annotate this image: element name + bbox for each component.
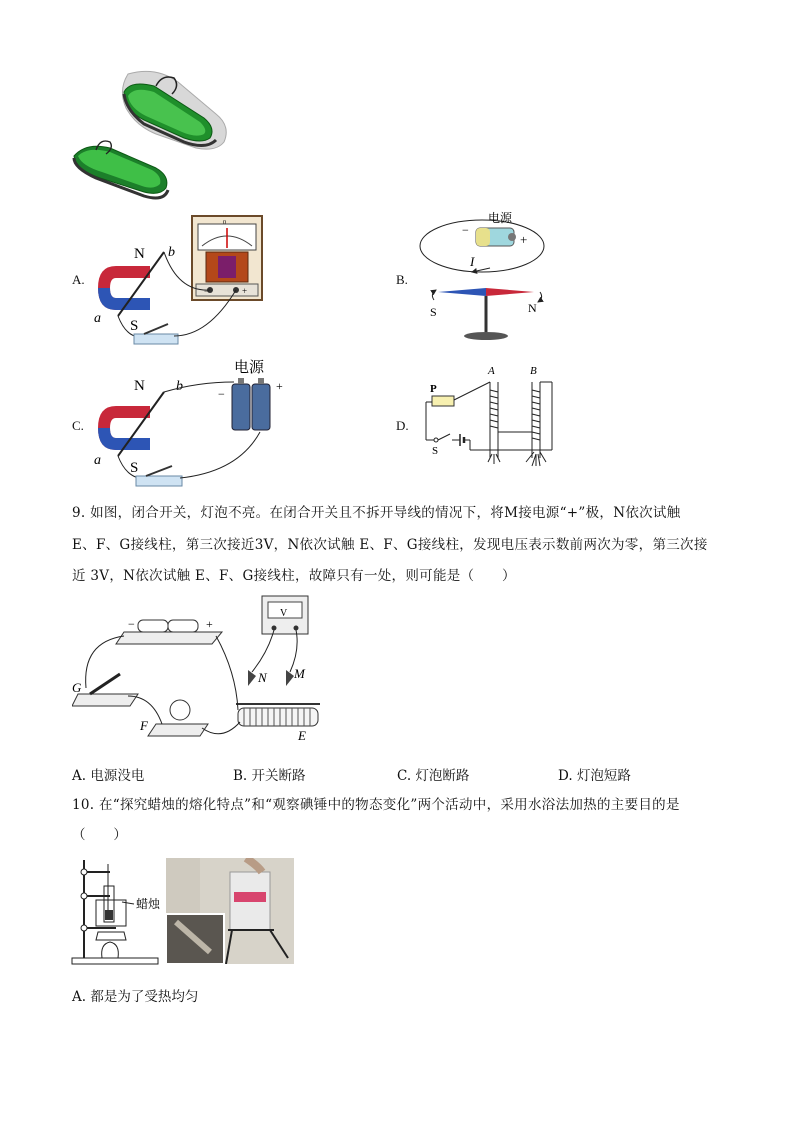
option-a-figure — [88, 212, 268, 352]
south-label: S — [130, 318, 139, 334]
q10-candle-apparatus-figure — [70, 856, 170, 968]
wire-a-label: a — [94, 453, 101, 468]
north-label: N — [134, 246, 145, 262]
battery-minus: − — [218, 387, 225, 401]
meter-plus-label: + — [242, 286, 248, 296]
q9-choice-a[interactable] — [72, 764, 144, 784]
battery-plus: + — [276, 379, 283, 393]
q9-choice-c[interactable] — [397, 764, 469, 784]
current-label: I — [470, 254, 475, 269]
candle-label: 蜡烛 — [136, 897, 161, 911]
probe-n-label: N — [258, 670, 267, 685]
needle-n-label: N — [528, 301, 537, 315]
battery-plus: + — [520, 232, 528, 247]
choice-letter: B. — [233, 768, 248, 784]
battery-minus: − — [128, 617, 135, 631]
switch-s-label: S — [432, 445, 439, 457]
option-d-figure — [412, 362, 562, 474]
q9-line-2: E、F、G接线柱，第三次接近3V，N依次试触 E、F、G接线柱，发现电压表示数前两次为零，第三次接 — [72, 537, 708, 553]
terminal-e-label: E — [298, 728, 306, 743]
q9-choice-d[interactable] — [558, 764, 631, 784]
choice-text: 都是为了受热均匀 — [90, 989, 199, 1005]
wire-a-label: a — [94, 311, 101, 326]
option-d-letter: D. — [396, 418, 409, 433]
south-label: S — [130, 460, 139, 476]
q10-iodine-photo — [166, 858, 294, 964]
option-c-figure — [88, 352, 288, 492]
q9-choice-b[interactable] — [233, 764, 306, 784]
q9-line-3: 近 3V，N依次试触 E、F、G接线柱，故障只有一处，则可能是（ ） — [72, 568, 516, 584]
north-label: N — [134, 378, 145, 394]
choice-text: 灯泡短路 — [576, 768, 631, 784]
wire-b-label: b — [168, 245, 175, 260]
coil-a-label: A — [488, 365, 495, 377]
battery-minus: − — [462, 223, 469, 237]
option-c-letter: C. — [72, 418, 84, 433]
option-b-letter: B. — [396, 272, 408, 287]
insole-shoe-image — [66, 64, 236, 204]
q10-line-1: 10. 在“探究蜡烛的熔化特点”和“观察碘锤中的物态变化”两个活动中，采用水浴法加热的主要目的是 — [72, 797, 680, 813]
choice-text: 开关断路 — [251, 768, 306, 784]
q10-choice-a[interactable] — [72, 985, 198, 1005]
option-a-letter: A. — [72, 272, 85, 287]
needle-s-label: S — [430, 305, 437, 319]
battery-plus: + — [206, 617, 213, 631]
power-label: 电源 — [488, 211, 513, 225]
choice-letter: A. — [72, 989, 87, 1005]
choice-letter: D. — [558, 768, 573, 784]
coil-b-label: B — [530, 365, 537, 377]
terminal-f-label: F — [140, 718, 148, 733]
choice-text: 电源没电 — [90, 768, 145, 784]
voltmeter-v-label: V — [280, 608, 288, 619]
wire-b-label: b — [176, 379, 183, 394]
terminal-g-label: G — [72, 680, 82, 695]
probe-m-label: M — [294, 666, 305, 681]
power-label: 电源 — [234, 358, 265, 376]
choice-letter: C. — [397, 768, 412, 784]
rheostat-p-label: P — [430, 383, 437, 395]
q9-circuit-figure — [72, 592, 342, 752]
option-b-figure — [412, 208, 562, 348]
meter-minus-label: − — [204, 286, 210, 296]
meter-zero-label: 0 — [223, 220, 226, 226]
choice-letter: A. — [72, 768, 87, 784]
q9-line-1: 9. 如图，闭合开关，灯泡不亮。在闭合开关且不拆开导线的情况下，将M接电源“+”极，N依次试触 — [72, 505, 681, 521]
q10-line-2: （ ） — [72, 827, 128, 843]
choice-text: 灯泡断路 — [415, 768, 470, 784]
